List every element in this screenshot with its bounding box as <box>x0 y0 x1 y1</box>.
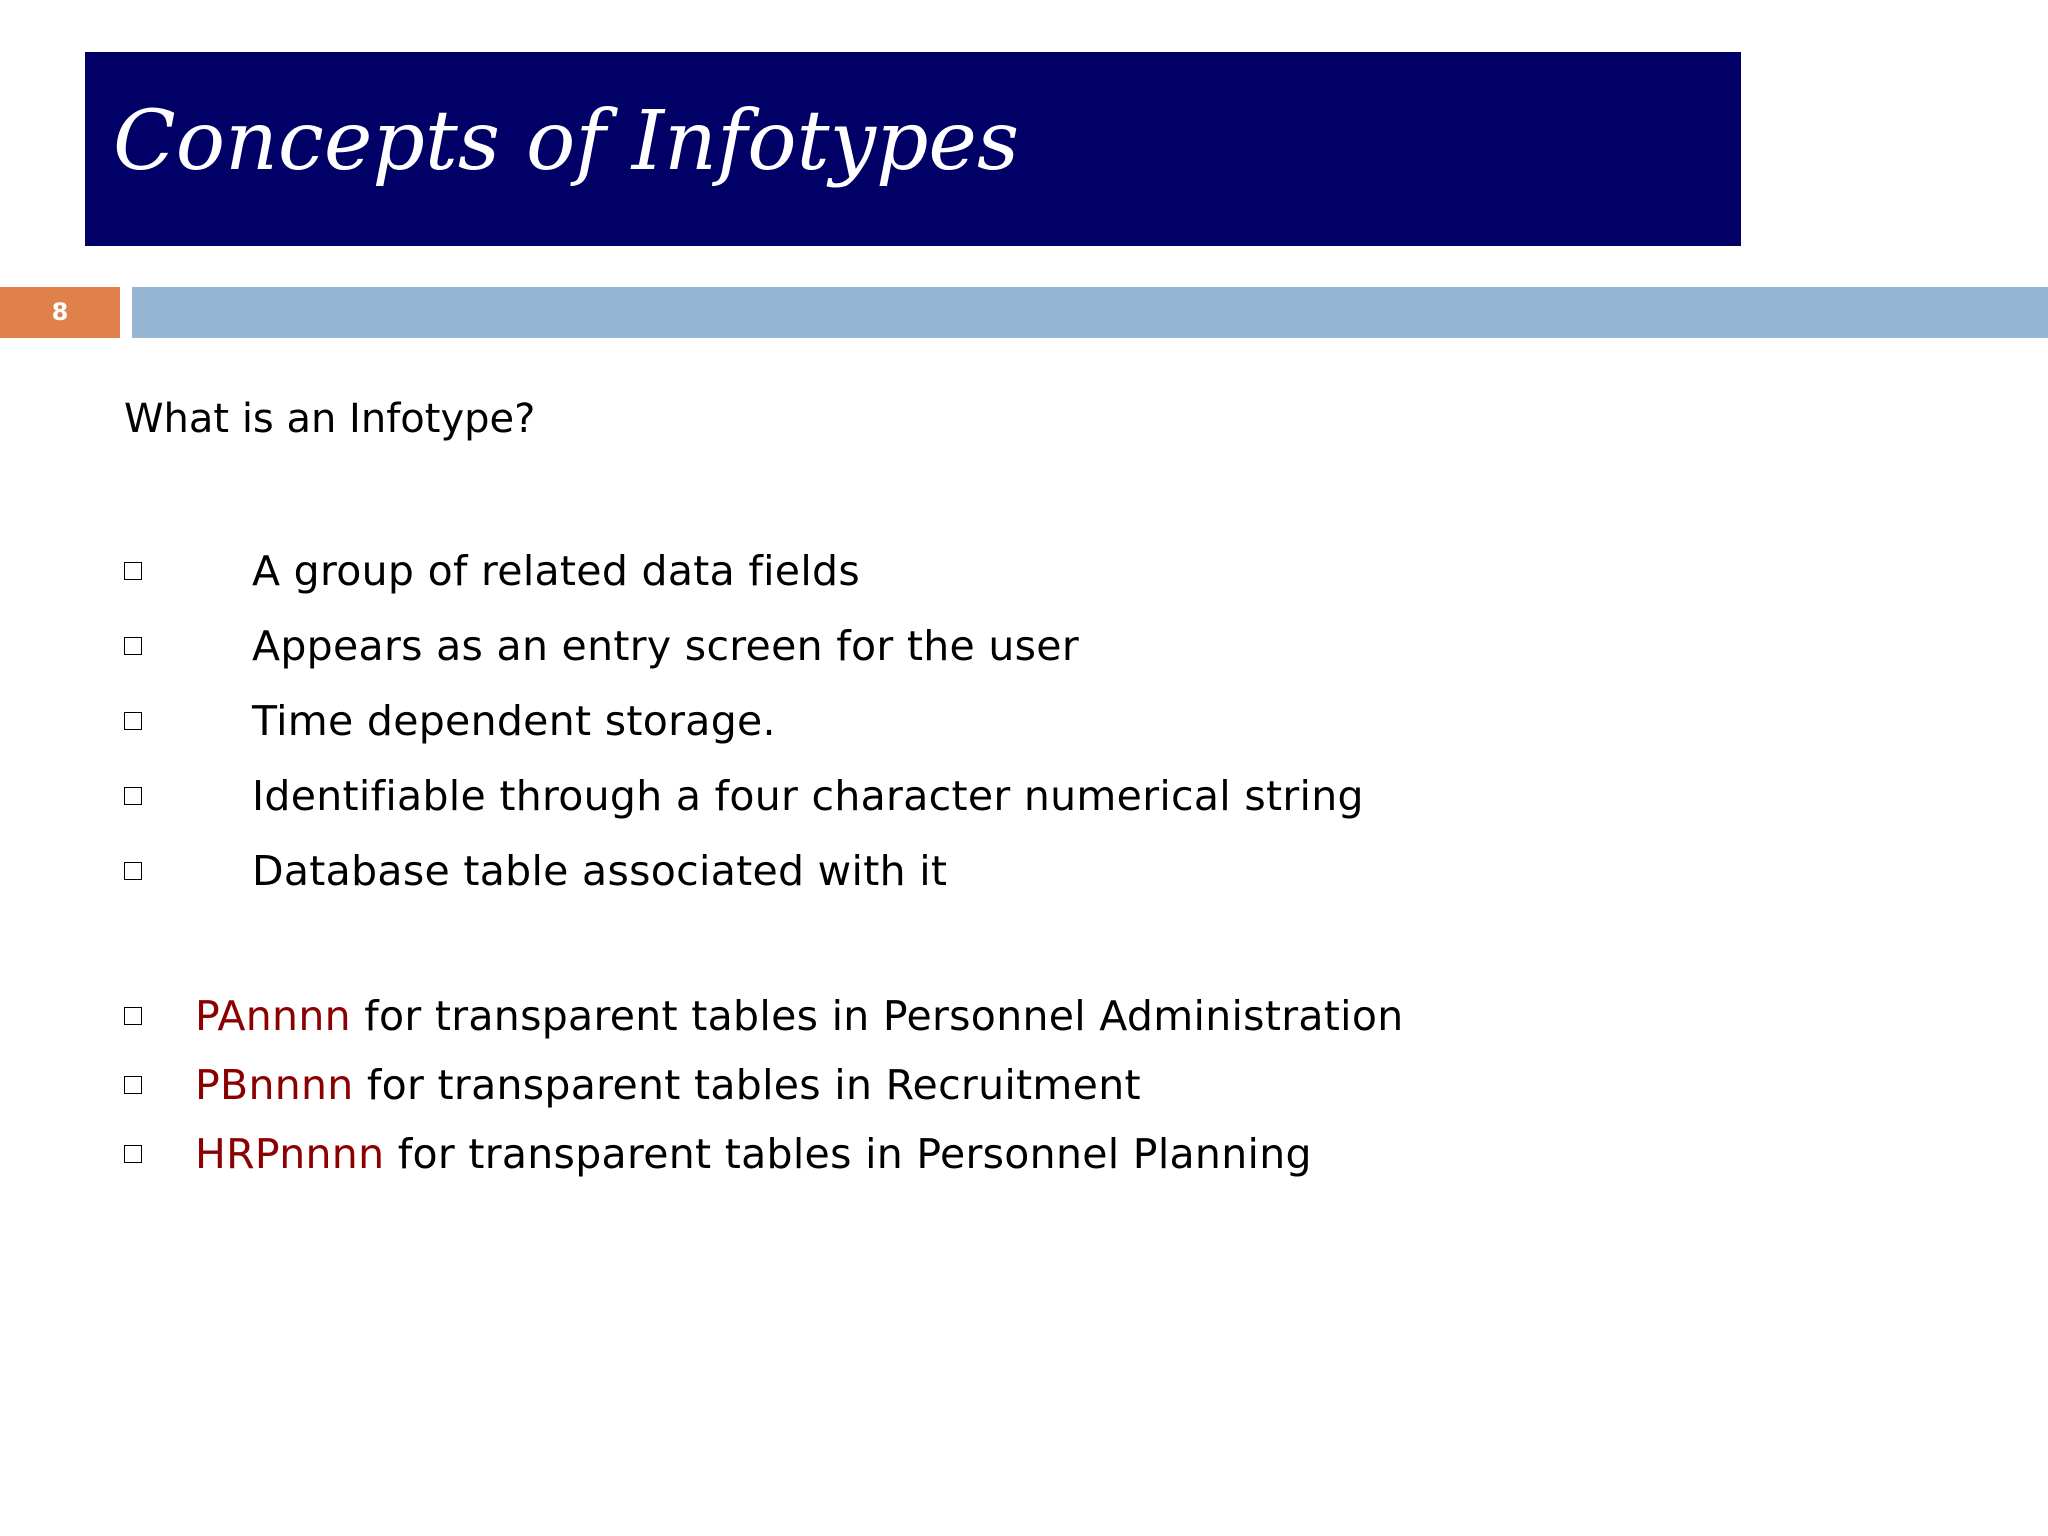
table-naming-text <box>195 992 1404 1040</box>
table-naming-item <box>124 1124 1312 1184</box>
table-naming-text <box>195 1061 1141 1109</box>
table-naming-text <box>195 1130 1312 1178</box>
bullet-text: A group of related data fields <box>252 547 861 595</box>
table-naming-item <box>124 1055 1141 1115</box>
square-bullet-icon <box>124 787 142 805</box>
title-bar <box>85 52 1741 246</box>
table-prefix-code: HRPnnnn <box>195 1130 385 1178</box>
slide-title: Concepts of Infotypes <box>113 94 1020 189</box>
header-band <box>132 287 2048 338</box>
square-bullet-icon <box>124 1145 142 1163</box>
question-heading: What is an Infotype? <box>124 396 536 442</box>
table-description: for transparent tables in Personnel Administration <box>350 992 1404 1040</box>
bullet-text: Appears as an entry screen for the user <box>252 622 1079 670</box>
bullet-item <box>124 541 860 601</box>
bullet-text: Database table associated with it <box>252 847 948 895</box>
square-bullet-icon <box>124 862 142 880</box>
square-bullet-icon <box>124 712 142 730</box>
table-prefix-code: PBnnnn <box>195 1061 354 1109</box>
bullet-item <box>124 691 776 751</box>
bullet-text: Time dependent storage. <box>252 697 776 745</box>
table-description: for transparent tables in Recruitment <box>353 1061 1141 1109</box>
slide-number: 8 <box>0 287 120 338</box>
bullet-item <box>124 616 1079 676</box>
square-bullet-icon <box>124 562 142 580</box>
square-bullet-icon <box>124 1076 142 1094</box>
table-naming-item <box>124 986 1404 1046</box>
bullet-text: Identifiable through a four character numerical string <box>252 772 1364 820</box>
table-description: for transparent tables in Personnel Planning <box>384 1130 1312 1178</box>
square-bullet-icon <box>124 637 142 655</box>
table-prefix-code: PAnnnn <box>195 992 351 1040</box>
square-bullet-icon <box>124 1007 142 1025</box>
bullet-item <box>124 841 947 901</box>
bullet-item <box>124 766 1364 826</box>
